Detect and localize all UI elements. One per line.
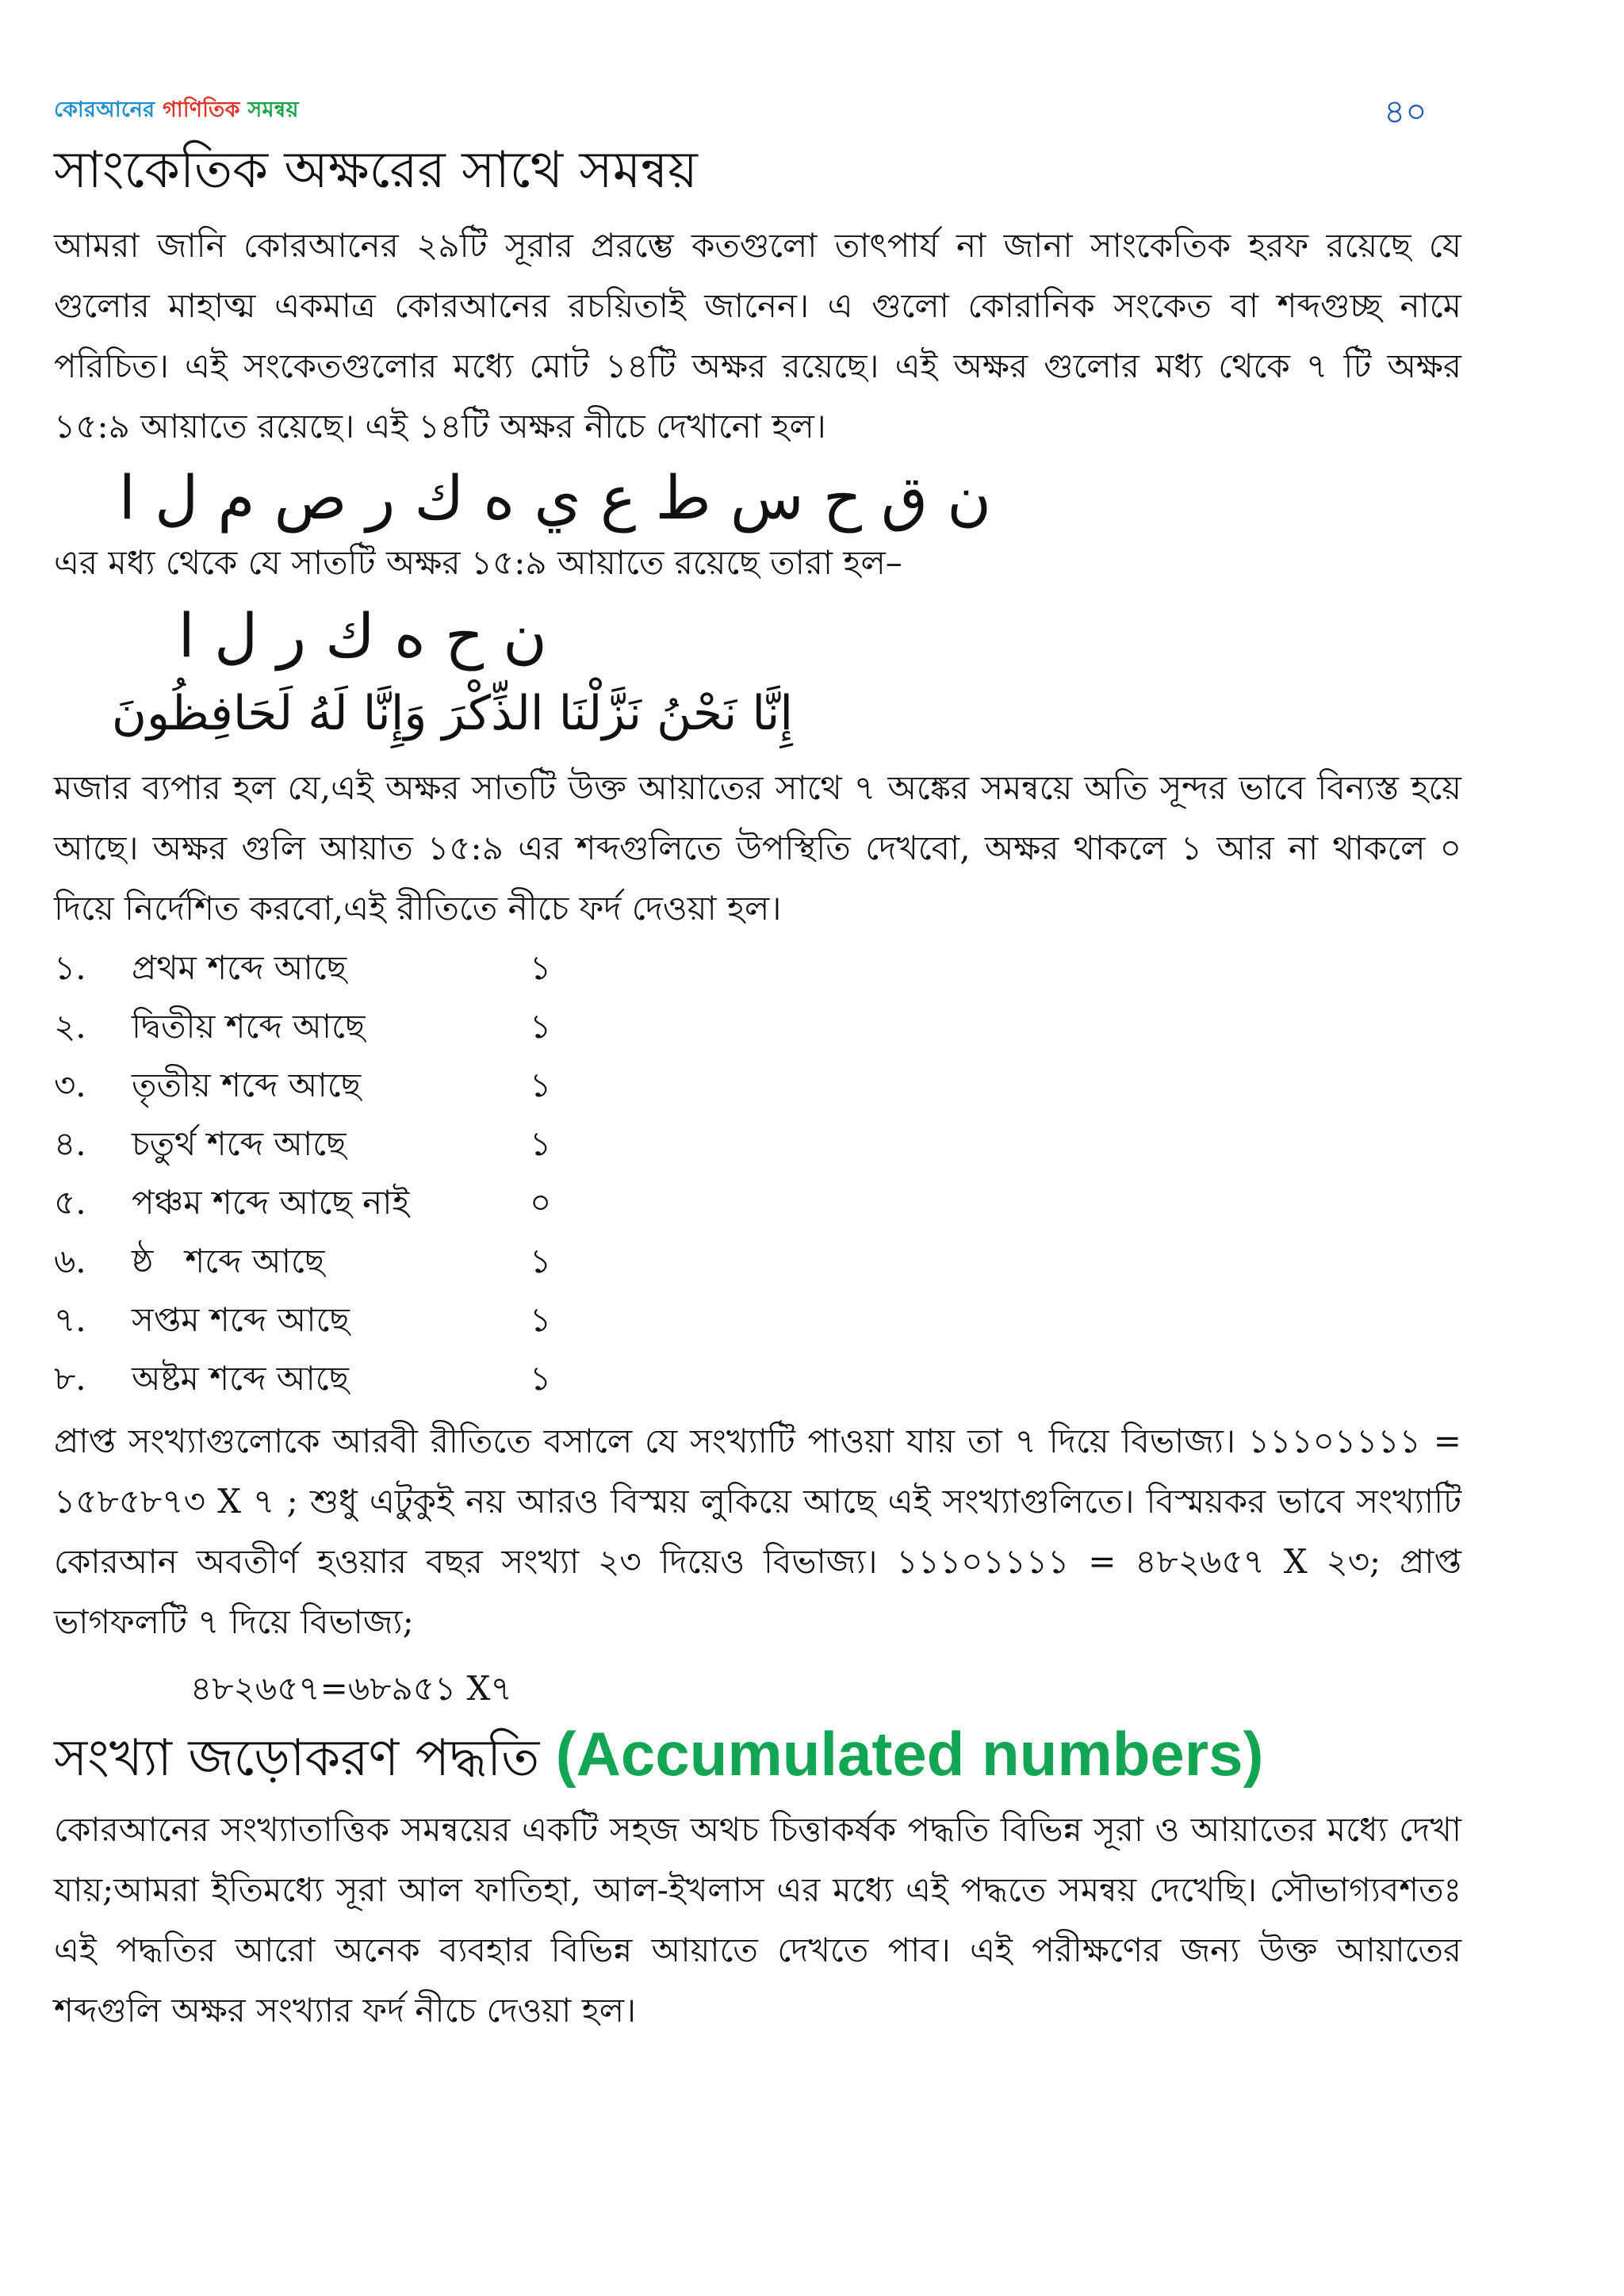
- section-heading-symbolic-letters: সাংকেতিক অক্ষরের সাথে সমন্বয়: [54, 141, 698, 200]
- arabic-letters-seven: ن ح ه ك ر ل ا: [178, 600, 547, 671]
- list-item-text: ষ্ঠ শব্দে আছে: [132, 1242, 325, 1280]
- list-item-text: দ্বিতীয় শব্দে আছে: [132, 1007, 366, 1046]
- seven-letters-intro: এর মধ্য থেকে যে সাতটি অক্ষর ১৫:৯ আয়াতে রয়েছে তারা হল–: [54, 543, 902, 582]
- list-item-text: অষ্টম শব্দে আছে: [132, 1359, 350, 1398]
- list-item-value: ১: [530, 1066, 552, 1104]
- list-item-number: ৪.: [54, 1124, 86, 1163]
- accumulated-body-paragraph: কোরআনের সংখ্যাতাত্তিক সমন্বয়ের একটি সহজ অথচ চিত্তাকর্ষক পদ্ধতি বিভিন্ন সূরা ও আয়াতের মধ্যে দেখা যায়;আমরা ইতিমধ্যে সূরা আল ফাতিহা, আল-ইখলাস এর মধ্যে এই পদ্ধতে সমন্বয় দেখেছি। সৌভাগ্যবশতঃ এই পদ্ধতির আরো অনেক ব্যবহার বিভিন্ন আয়াতে দেখতে পাব। এই পরীক্ষণের জন্য উক্ত আয়াতের শব্দগুলি অক্ষর সংখ্যার ফর্দ নীচে দেওয়া হল।: [54, 1810, 1461, 2030]
- equation-line: ৪৮২৬৫৭=৬৮৯৫১ X৭: [190, 1669, 512, 1708]
- list-item-text: তৃতীয় শব্দে আছে: [132, 1066, 362, 1104]
- list-item-value: ০: [530, 1183, 552, 1222]
- quran-verse-15-9: إِنَّا نَحْنُ نَزَّلْنَا الذِّكْرَ وَإِنَّا لَهُ لَحَافِظُونَ: [111, 686, 793, 741]
- list-item-value: ১: [530, 1007, 552, 1046]
- running-header-title: [54, 94, 299, 129]
- list-item-text: পঞ্চম শব্দে আছে নাই: [132, 1183, 410, 1222]
- list-item-number: ১.: [54, 948, 86, 987]
- explanation-paragraph: মজার ব্যপার হল যে,এই অক্ষর সাতটি উক্ত আয়াতের সাথে ৭ অঙ্কের সমন্বয়ে অতি সূন্দর ভাবে বিন্যস্ত হয়ে আছে। অক্ষর গুলি আয়াত ১৫:৯ এর শব্দগুলিতে উপস্থিতি দেখবো, অক্ষর থাকলে ১ আর না থাকলে ০ দিয়ে নির্দেশিত করবো,এই রীতিতে নীচে ফর্দ দেওয়া হল।: [54, 768, 1461, 928]
- header-title-part-1: কোরআনের: [54, 98, 163, 122]
- list-item-number: ৩.: [54, 1066, 86, 1104]
- list-item-value: ১: [530, 1242, 552, 1280]
- list-item-number: ৬.: [54, 1242, 86, 1280]
- list-item-value: ১: [530, 1300, 552, 1339]
- page-number: ৪০: [1384, 92, 1427, 131]
- header-title-part-3: সমন্বয়: [247, 98, 299, 122]
- list-item-number: ৭.: [54, 1300, 86, 1339]
- list-item-number: ২.: [54, 1007, 86, 1046]
- list-item-number: ৫.: [54, 1183, 86, 1222]
- list-item-text: প্রথম শব্দে আছে: [132, 948, 347, 987]
- list-item-value: ১: [530, 1124, 552, 1163]
- result-paragraph: প্রাপ্ত সংখ্যাগুলোকে আরবী রীতিতে বসালে যে সংখ্যাটি পাওয়া যায় তা ৭ দিয়ে বিভাজ্য। ১১১০১১১১ = ১৫৮৫৮৭৩ X ৭ ; শুধু এটুকুই নয় আরও বিস্ময় লুকিয়ে আছে এই সংখ্যাগুলিতে। বিস্ময়কর ভাবে সংখ্যাটি কোরআন অবতীর্ণ হওয়ার বছর সংখ্যা ২৩ দিয়েও বিভাজ্য। ১১১০১১১১ = ৪৮২৬৫৭ X ২৩; প্রাপ্ত ভাগফলটি ৭ দিয়ে বিভাজ্য;: [54, 1422, 1461, 1641]
- section-heading-accumulated-numbers: [54, 1720, 1263, 1789]
- list-item-text: সপ্তম শব্দে আছে: [132, 1300, 350, 1339]
- intro-paragraph: আমরা জানি কোরআনের ২৯টি সূরার প্ররম্ভে কতগুলো তাৎপার্য না জানা সাংকেতিক হরফ রয়েছে যে গুলোর মাহাত্ম একমাত্র কোরআনের রচয়িতাই জানেন। এ গুলো কোরানিক সংকেত বা শব্দগুচ্ছ নামে পরিচিত। এই সংকেতগুলোর মধ্যে মোট ১৪টি অক্ষর রয়েছে। এই অক্ষর গুলোর মধ্য থেকে ৭ টি অক্ষর ১৫:৯ আয়াতে রয়েছে। এই ১৪টি অক্ষর নীচে দেখানো হল।: [54, 226, 1461, 446]
- list-item-value: ১: [530, 1359, 552, 1398]
- section-heading-en: (Accumulated numbers): [555, 1719, 1264, 1789]
- arabic-letters-fourteen: ن ق ح س ط ع ي ه ك ر ص م ل ا: [118, 462, 991, 533]
- section-heading-bn: সংখ্যা জড়োকরণ পদ্ধতি: [54, 1729, 556, 1788]
- header-title-part-2: গাণিতিক: [163, 98, 248, 122]
- list-item-value: ১: [530, 948, 552, 987]
- list-item-number: ৮.: [54, 1359, 86, 1398]
- list-item-text: চতুর্থ শব্দে আছে: [132, 1124, 347, 1163]
